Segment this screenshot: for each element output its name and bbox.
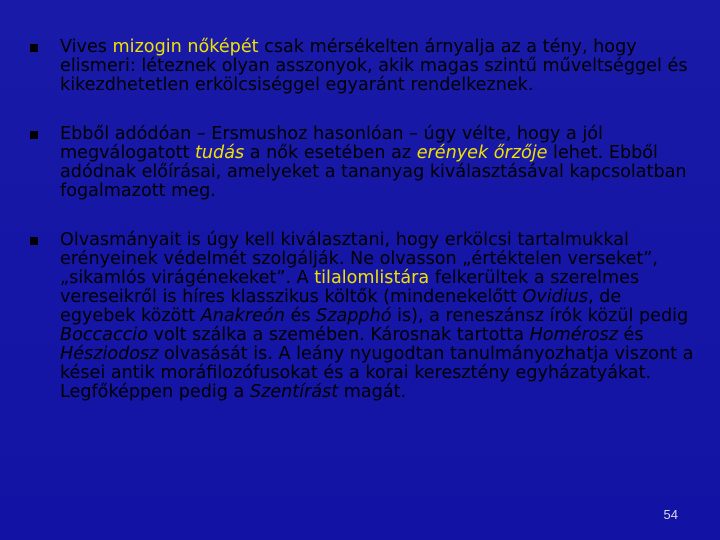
bullet-item	[30, 125, 698, 201]
text-segment: Hésziodosz	[60, 344, 159, 364]
text-segment: Ovidius	[522, 287, 589, 307]
text-segment: Szentírást	[249, 382, 339, 402]
bullet-text	[60, 124, 687, 201]
text-segment: magát.	[338, 382, 407, 402]
text-segment: Vives	[60, 37, 113, 57]
text-segment: és	[284, 306, 317, 326]
text-segment: , de egyebek között	[60, 287, 622, 326]
bullet-text	[60, 37, 687, 95]
square-bullet-icon	[30, 237, 38, 245]
square-bullet-icon	[30, 44, 38, 52]
text-segment: is), a reneszánsz írók közül pedig	[391, 306, 689, 326]
text-segment: Olvasmányait is úgy kell kiválasztani, hogy erkölcsi tartalmukkal erényeinek védelmét szolgálják. Ne olvasson „értéktelen verseket”, „sikamlós virágénekeket”. A	[60, 230, 659, 288]
page-number: 54	[663, 507, 678, 522]
text-segment: olvasását is. A leány nyugodtan tanulmányozhatja viszont a kései antik moráfilozófusokat és a korai keresztény egyházatyákat. Legfőképpen pedig a	[60, 344, 694, 402]
square-bullet-icon	[30, 131, 38, 139]
bullet-text	[60, 230, 693, 402]
bullet-list	[30, 38, 698, 432]
text-segment: lehet. Ebből adódnak előírásai, amelyeket a tananyag kiválasztásával kapcsolatban fogalmazott meg.	[60, 143, 687, 201]
text-segment: erények őrzője	[416, 143, 548, 163]
text-segment: felkerültek a szerelmes vereseikről is híres klasszikus költők (mindenekelőtt	[60, 268, 640, 307]
text-segment: a nők esetében az	[244, 143, 417, 163]
text-segment: Szapphó	[316, 306, 392, 326]
bullet-item	[30, 231, 698, 402]
text-segment: Anakreón	[200, 306, 285, 326]
text-segment: Ebből adódóan – Ersmushoz hasonlóan – úgy vélte, hogy a jól megválogatott	[60, 124, 603, 163]
bullet-item	[30, 38, 698, 95]
text-segment: Homérosz	[529, 325, 618, 345]
text-segment: és	[617, 325, 644, 345]
text-segment: volt szálka a szemében. Károsnak tartotta	[147, 325, 530, 345]
text-segment: Boccaccio	[60, 325, 148, 345]
text-segment: csak mérsékelten árnyalja az a tény, hogy elismeri: léteznek olyan asszonyok, akik magas szintű műveltséggel és kikezdhetetlen erkölcsiséggel egyaránt rendelkeznek.	[60, 37, 688, 95]
text-segment: tilalomlistára	[314, 268, 430, 288]
text-segment: tudás	[194, 143, 245, 163]
text-segment: mizogin nőképét	[112, 37, 259, 57]
